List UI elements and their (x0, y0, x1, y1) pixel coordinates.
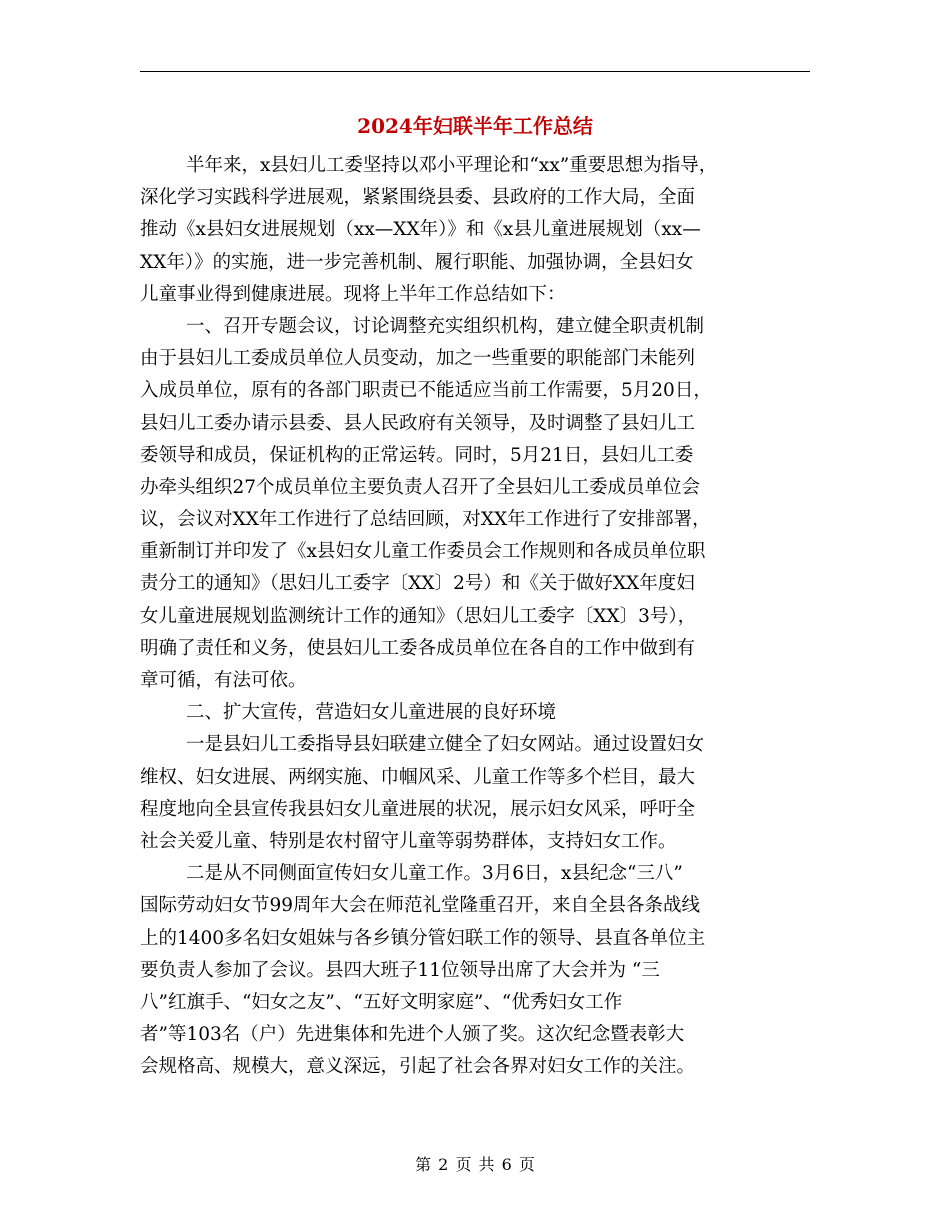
body-line: 深化学习实践科学进展观，紧紧围绕县委、县政府的工作大局，全面 (140, 187, 696, 209)
body-line: 上的1400多名妇女姐妹与各乡镇分管妇联工作的领导、县直各单位主 (140, 927, 706, 949)
body-line: 由于县妇儿工委成员单位人员变动，加之一些重要的职能部门未能列 (140, 348, 696, 370)
body-line: 重新制订并印发了《x县妇女儿童工作委员会工作规则和各成员单位职 (140, 541, 706, 563)
page-number: 第 2 页 共 6 页 (415, 1155, 535, 1174)
document-title: 2024年妇联半年工作总结 (357, 114, 593, 138)
body-line: 女儿童进展规划监测统计工作的通知》（思妇儿工委字〔XX〕3号）， (140, 605, 697, 627)
body-line: 维权、妇女进展、两纲实施、巾帼风采、儿童工作等多个栏目，最大 (140, 766, 696, 788)
body-line: 办牵头组织27个成员单位主要负责人召开了全县妇儿工委成员单位会 (140, 476, 701, 498)
body-line: 推动《x县妇女进展规划（xx—XX年）》和《x县儿童进展规划（xx— (140, 219, 701, 241)
body-line: 责分工的通知》（思妇儿工委字〔XX〕2号）和《关于做好XX年度妇 (140, 573, 695, 595)
body-line: 程度地向全县宣传我县妇女儿童进展的状况，展示妇女风采，呼吁全 (140, 798, 696, 820)
body-line: 委领导和成员，保证机构的正常运转。同时，5月21日，县妇儿工委 (140, 444, 694, 466)
body-line: 要负责人参加了会议。县四大班子11位领导出席了大会并为 “三 (140, 959, 660, 981)
body-line: 会规格高、规模大，意义深远，引起了社会各界对妇女工作的关注。 (140, 1056, 696, 1078)
body-line: 一、召开专题会议，讨论调整充实组织机构，建立健全职责机制 (186, 315, 705, 337)
body-line: 明确了责任和义务，使县妇儿工委各成员单位在各自的工作中做到有 (140, 637, 696, 659)
body-line: 县妇儿工委办请示县委、县人民政府有关领导，及时调整了县妇儿工 (140, 412, 696, 434)
body-line: 二是从不同侧面宣传妇女儿童工作。3月6日，x县纪念“三八” (186, 863, 683, 885)
body-line: 议，会议对XX年工作进行了总结回顾，对XX年工作进行了安排部署， (140, 509, 711, 531)
body-line: 国际劳动妇女节99周年大会在师范礼堂隆重召开，来自全县各条战线 (140, 895, 701, 917)
body-line: 二、扩大宣传，营造妇女儿童进展的良好环境 (186, 702, 557, 724)
document-body (140, 150, 820, 1083)
body-line: 章可循，有法可依。 (140, 670, 307, 691)
body-line: 入成员单位，原有的各部门职责已不能适应当前工作需要，5月20日， (140, 380, 712, 402)
body-line: 半年来，x县妇儿工委坚持以邓小平理论和“xx”重要思想为指导， (186, 155, 718, 176)
header-rule (140, 71, 810, 72)
body-line: 者”等103名（户）先进集体和先进个人颁了奖。这次纪念暨表彰大 (140, 1024, 685, 1046)
body-line: XX年）》的实施，进一步完善机制、履行职能、加强协调，全县妇女 (140, 251, 694, 273)
body-line: 社会关爱儿童、特别是农村留守儿童等弱势群体，支持妇女工作。 (140, 830, 677, 852)
body-line: 儿童事业得到健康进展。现将上半年工作总结如下： (140, 283, 566, 305)
body-line: 一是县妇儿工委指导县妇联建立健全了妇女网站。通过设置妇女 (186, 734, 705, 756)
body-line: 八”红旗手、“妇女之友”、“五好文明家庭”、“优秀妇女工作 (140, 991, 623, 1013)
